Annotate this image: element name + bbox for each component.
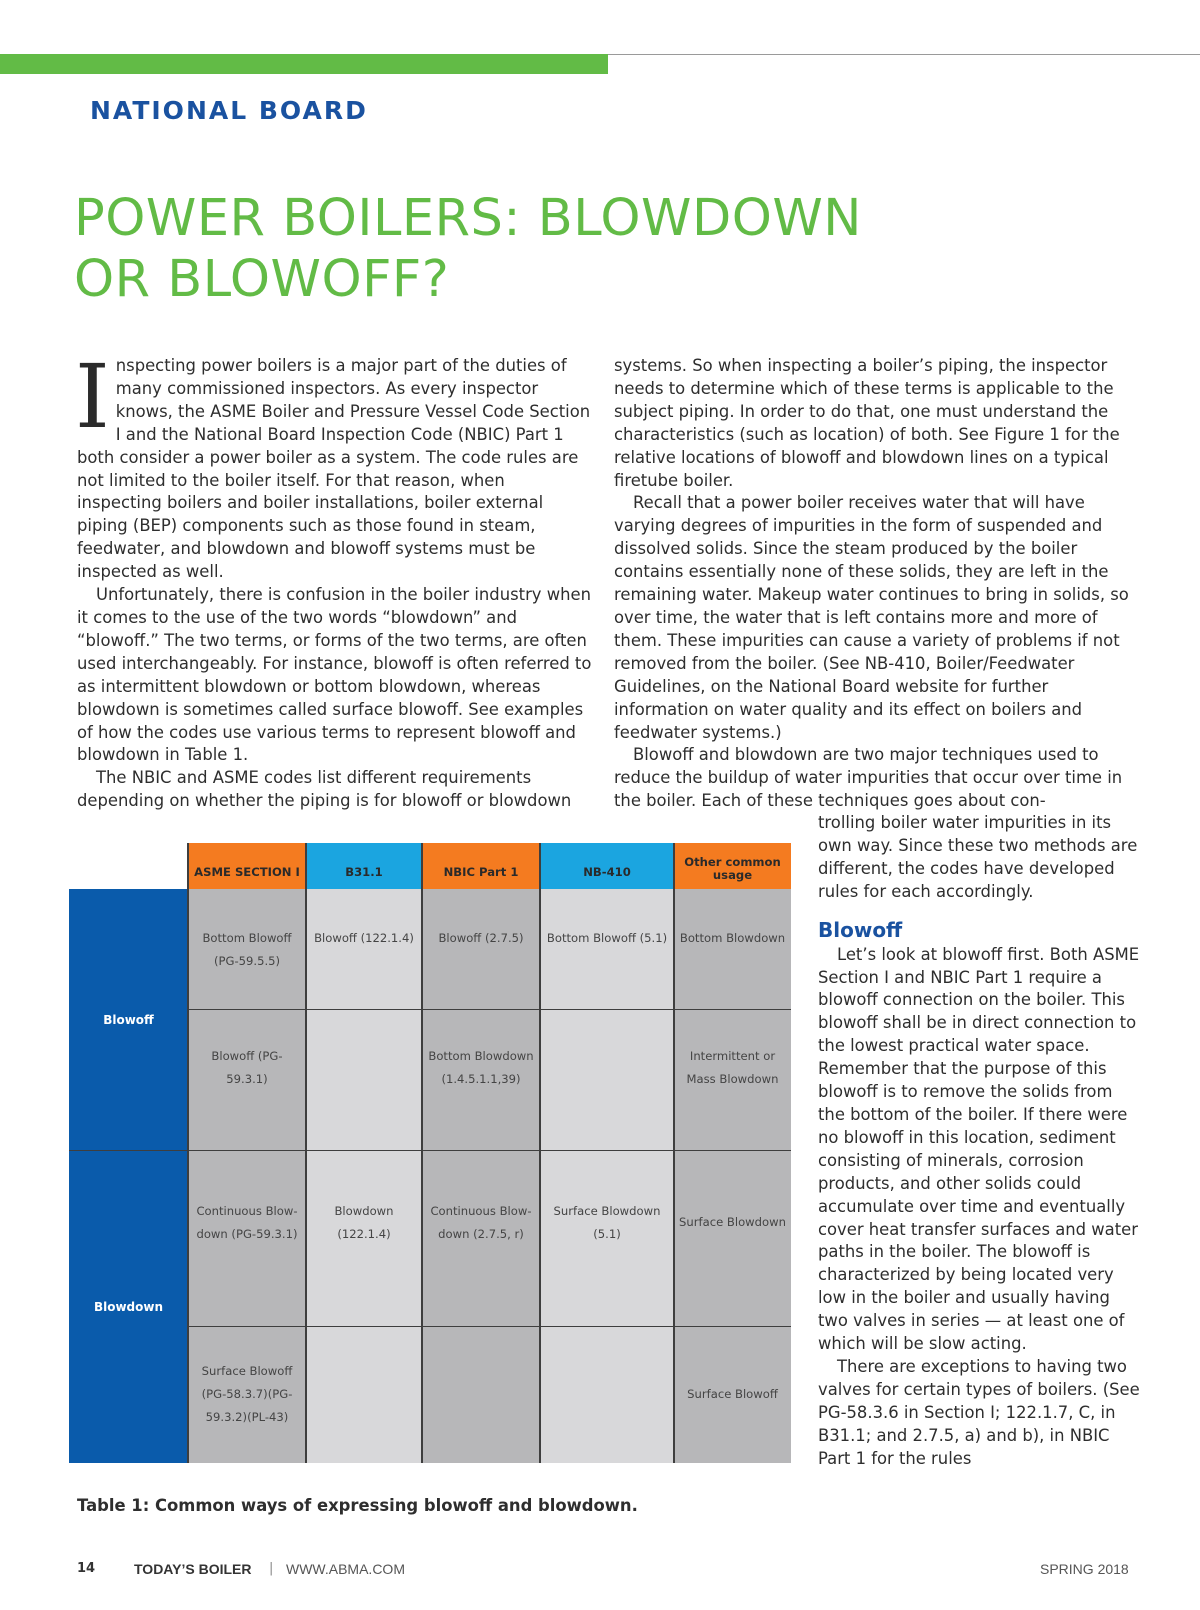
- body-column-right: [818, 812, 1143, 1470]
- row-group-blowoff: Blowoff: [69, 889, 188, 1150]
- article-title: [74, 188, 974, 310]
- paragraph: Recall that a power boiler receives water that will have varying degrees of impurities in the form of suspended and dissolved solids. Since the steam produced by the boiler contains essentially none of these solids, they are left in the remaining water. Makeup water continues to bring in solids, so over time, the water that is left contains more and more of them. These impurities can cause a variety of problems if not removed from the boiler. (See NB-410, Boiler/Feedwater Guidelines, on the National Board website for further information on water quality and its effect on boilers and feedwater systems.): [614, 493, 1129, 742]
- table-cell: Bottom Blowdown: [674, 889, 791, 1009]
- drop-cap: I: [75, 345, 110, 448]
- subhead-blowoff: Blowoff: [818, 917, 903, 942]
- table-cell: Surface Blowdown: [674, 1150, 791, 1326]
- table-divider: [187, 843, 189, 1463]
- magazine-name: TODAY’S BOILER: [134, 1561, 252, 1577]
- title-line-2: OR BLOWOFF?: [74, 250, 450, 309]
- table-cell: Surface Blowoff: [674, 1326, 791, 1463]
- table-cell: Blowoff (PG-59.3.1): [188, 1009, 306, 1150]
- table-cell: Blowdown (122.1.4): [306, 1150, 422, 1326]
- footer-url: WWW.ABMA.COM: [286, 1561, 405, 1577]
- page-number: 14: [77, 1561, 96, 1576]
- paragraph: Unfortunately, there is confusion in the boiler industry when it comes to the use of the two words “blowdown” and “blowoff.” The two terms, or forms of the two terms, are often used interchangeably. For instance, blowoff is often referred to as intermittent blowdown or bottom blowdown, whereas blowdown is sometimes called surface blowoff. See examples of how the codes use various terms to represent blowoff and blowdown in Table 1.: [77, 585, 592, 765]
- table-cell: [540, 1009, 674, 1150]
- table-divider: [421, 843, 423, 1463]
- column-header-nb410: NB-410: [540, 843, 674, 889]
- section-label: NATIONAL BOARD: [90, 96, 368, 125]
- footer-separator: |: [269, 1561, 274, 1576]
- table-cell: [306, 1009, 422, 1150]
- header-rule: [608, 54, 1200, 55]
- table-cell: [540, 1326, 674, 1463]
- paragraph: There are exceptions to having two valves for certain types of boilers. (See PG-58.3.6 in Section I; 122.1.7, C, in B31.1; and 2.7.5, a) and b), in NBIC Part 1 for the rules: [818, 1356, 1140, 1468]
- table-cell: Continuous Blow-down (2.7.5, r): [422, 1150, 540, 1326]
- table-cell: Bottom Blowoff (PG-59.5.5): [188, 889, 306, 1009]
- table-cell: Surface Blowoff (PG-58.3.7)(PG-59.3.2)(PL-43): [188, 1326, 306, 1463]
- table-caption: Table 1: Common ways of expressing blowoff and blowdown.: [77, 1496, 638, 1515]
- table-divider: [673, 843, 675, 1463]
- table-cell: Bottom Blowdown (1.4.5.1.1,39): [422, 1009, 540, 1150]
- header-accent-bar: [0, 54, 608, 74]
- column-header-b31: B31.1: [306, 843, 422, 889]
- table-cell: Surface Blowdown (5.1): [540, 1150, 674, 1326]
- paragraph: Let’s look at blowoff first. Both ASME Section I and NBIC Part 1 require a blowoff connection on the boiler. This blowoff shall be in direct connection to the lowest practical water space. Remember that the purpose of this blowoff is to remove the solids from the bottom of the boiler. If there were no blowoff in this location, sediment consisting of minerals, corrosion products, and other solids could accumulate over time and eventually cover heat transfer surfaces and water paths in the boiler. The blowoff is characterized by being located very low in the boiler and usually having two valves in series — at least one of which will be slow acting.: [818, 944, 1140, 1354]
- column-header-nbic: NBIC Part 1: [422, 843, 540, 889]
- column-header-other: Other common usage: [674, 843, 791, 889]
- table-divider: [188, 1326, 791, 1327]
- table-cell: Continuous Blow-down (PG-59.3.1): [188, 1150, 306, 1326]
- table-cell: [306, 1326, 422, 1463]
- table-cell: [422, 1326, 540, 1463]
- table-divider: [69, 1150, 791, 1151]
- table-divider: [305, 843, 307, 1463]
- paragraph: The NBIC and ASME codes list different requirements depending on whether the piping is for blowoff or blowdown: [77, 768, 572, 811]
- paragraph: nspecting power boilers is a major part of the duties of many commissioned inspectors. As every inspector knows, the ASME Boiler and Pressure Vessel Code Section I and the National Board Inspection Code (NBIC) Part 1 both consider a power boiler as a system. The code rules are not limited to the boiler itself. For that reason, when inspecting boilers and boiler installations, boiler external piping (BEP) components such as those found in steam, feedwater, and blowdown and blowoff systems must be inspected as well.: [77, 356, 591, 582]
- row-group-blowdown: Blowdown: [69, 1150, 188, 1463]
- table-cell: Blowoff (122.1.4): [306, 889, 422, 1009]
- paragraph: systems. So when inspecting a boiler’s piping, the inspector needs to determine which of these terms is applicable to the subject piping. In order to do that, one must understand the characteristics (such as location) of both. See Figure 1 for the relative locations of blowoff and blowdown lines on a typical firetube boiler.: [614, 356, 1120, 490]
- table-cell: Blowoff (2.7.5): [422, 889, 540, 1009]
- table-divider: [539, 843, 541, 1463]
- body-column-left: [75, 345, 592, 813]
- table-cell: Bottom Blowoff (5.1): [540, 889, 674, 1009]
- paragraph: Blowoff and blowdown are two major techniques used to reduce the buildup of water impurities that occur over time in the boiler. Each of these techniques goes about con-: [614, 745, 1123, 811]
- table-cell: Intermittent or Mass Blowdown: [674, 1009, 791, 1150]
- paragraph: trolling boiler water impurities in its own way. Since these two methods are different, the codes have developed rules for each accordingly.: [818, 813, 1138, 901]
- column-header-asme: ASME SECTION I: [188, 843, 306, 889]
- table-divider: [188, 1009, 791, 1010]
- body-column-middle: [614, 355, 1134, 813]
- issue-label: SPRING 2018: [1040, 1561, 1129, 1577]
- title-line-1: POWER BOILERS: BLOWDOWN: [74, 189, 862, 248]
